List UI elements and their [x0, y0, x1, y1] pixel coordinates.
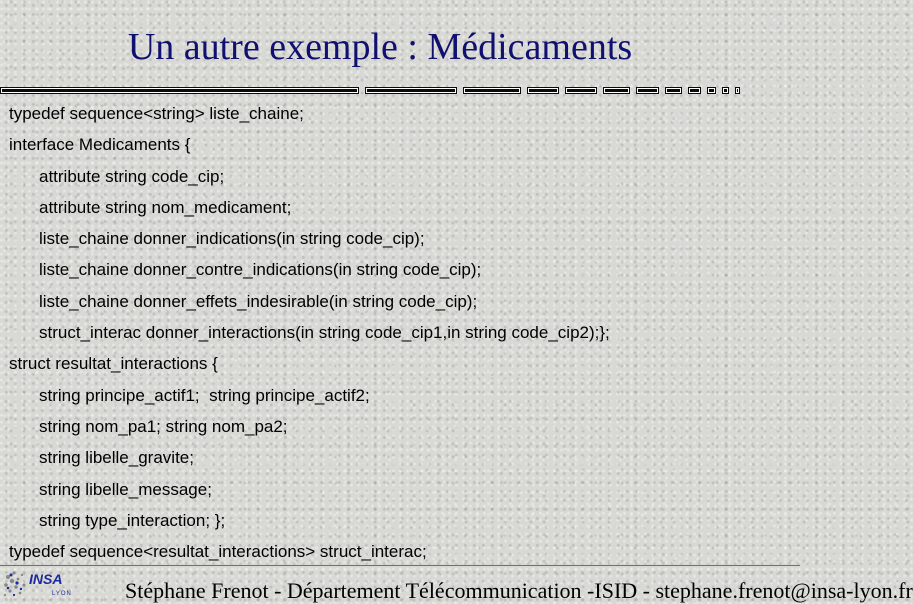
code-line: string libelle_message;	[39, 479, 212, 499]
code-line: attribute string nom_medicament;	[39, 197, 292, 217]
code-line: typedef sequence<resultat_interactions> struct_interac;	[9, 542, 427, 562]
logo-text: INSA	[29, 571, 63, 587]
code-line: liste_chaine donner_effets_indesirable(in string code_cip);	[39, 291, 478, 311]
code-line: string type_interaction; };	[39, 510, 226, 530]
slide-title: Un autre exemple : Médicaments	[127, 26, 633, 68]
code-line: string principe_actif1; string principe_actif2;	[39, 385, 370, 405]
code-line: attribute string code_cip;	[39, 166, 225, 186]
footer-divider	[0, 565, 800, 566]
code-listing	[9, 98, 794, 567]
footer-text: Stéphane Frenot - Département Télécommunication -ISID - stephane.frenot@insa-lyon.fr	[125, 578, 913, 603]
insa-logo	[2, 567, 82, 599]
code-line: string nom_pa1; string nom_pa2;	[39, 416, 288, 436]
code-line: liste_chaine donner_contre_indications(in string code_cip);	[39, 260, 482, 280]
code-line: string libelle_gravite;	[39, 448, 194, 468]
logo-subtext: LYON	[52, 591, 72, 597]
code-line: struct_interac donner_interactions(in string code_cip1,in string code_cip2);};	[39, 323, 610, 343]
code-line: liste_chaine donner_indications(in string code_cip);	[39, 229, 425, 249]
code-line: typedef sequence<string> liste_chaine;	[9, 104, 304, 123]
code-line: interface Medicaments {	[9, 135, 191, 155]
code-line: struct resultat_interactions {	[9, 354, 218, 374]
title-rule	[0, 86, 740, 94]
